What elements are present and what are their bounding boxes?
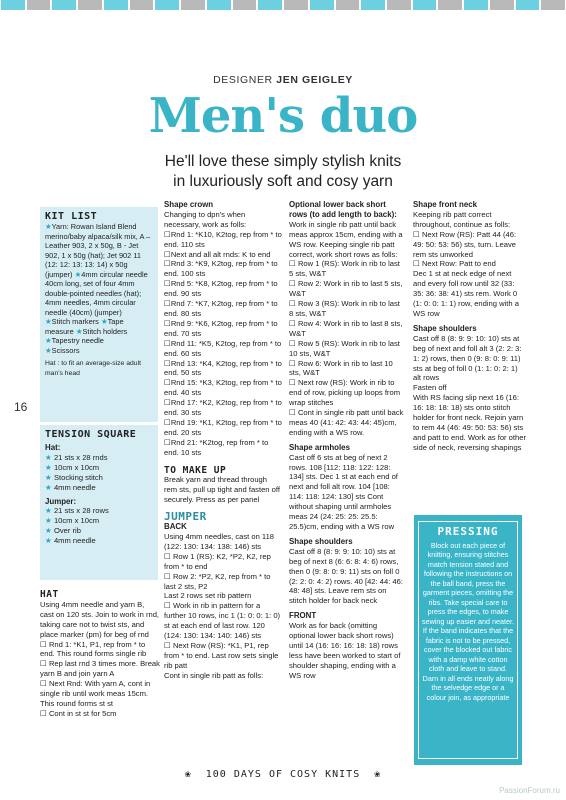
hat-tension-label: Hat: — [45, 443, 61, 452]
star-icon: ★ — [45, 472, 52, 482]
crown-row: ☐Rnd 19: *K1, K2tog, rep from * to end. 20 sts — [164, 417, 282, 437]
armholes-heading: Shape armholes — [289, 442, 350, 452]
shoulders-heading: Shape shoulders — [289, 536, 353, 546]
crown-row: ☐Rnd 3: *K9, K2tog, rep from * to end. 100 sts — [164, 259, 278, 279]
column-2 — [164, 200, 282, 681]
front-neck-row: ☐ Next Row (RS): Patt 44 (46: 49: 50: 53: 56) sts, turn. Leave rem sts unworked — [413, 229, 517, 259]
crown-row: ☐Rnd 17: *K2, K2tog, rep from * to end. 30 sts — [164, 398, 282, 418]
stripe-segment — [413, 0, 437, 10]
page-title: Men's duo — [148, 88, 418, 144]
flower-icon: ❀ — [184, 769, 192, 780]
kit-item: ★Stitch markers ★Tape measure ★Stitch holders — [45, 317, 128, 336]
stripe-segment — [207, 0, 231, 10]
back-intro: Using 4mm needles, cast on 118 (122: 130: 134: 138: 146) sts — [164, 532, 275, 551]
back-row: ☐ Work in rib in pattern for a further 10 rows, inc 1 (1: 0: 0: 1: 0) st at each end of last row. 120 (124: 130: 134: 140: 146) sts — [164, 601, 281, 641]
watermark: PassionForum.ru — [499, 786, 560, 795]
crown-row: ☐Rnd 13: *K4, K2tog, rep from * to end. 50 sts — [164, 358, 282, 378]
page-number: 16 — [14, 400, 28, 414]
star-icon: ★ — [45, 345, 52, 355]
front-heading: FRONT — [289, 611, 317, 621]
star-icon: ★ — [74, 269, 82, 279]
crown-row: ☐Rnd 21: *K2tog, rep from * to end. 10 sts — [164, 437, 269, 457]
short-row: ☐ Row 2: Work in rib to last 5 sts, W&T — [289, 279, 403, 299]
tension-item: ★ 4mm needle — [45, 536, 96, 546]
front-neck-intro: Keeping rib patt correct throughout, continue as folls: — [413, 209, 511, 229]
star-icon: ★ — [45, 526, 52, 536]
column-3 — [289, 200, 405, 681]
tension-box — [40, 425, 158, 580]
crown-row: ☐Rnd 11: *K5, K2tog, rep from * to end. 60 sts — [164, 338, 282, 358]
jumper-tension-label: Jumper: — [45, 496, 77, 506]
pressing-frame — [418, 521, 518, 759]
shoulders2-heading: Shape shoulders — [413, 323, 477, 333]
crown-intro: Changing to dpn's when necessary, work as folls: — [164, 209, 247, 229]
short-row: ☐ Row 3 (RS): Work in rib to last 8 sts, W&T — [289, 299, 400, 318]
hat-row: ☐ Rep last rnd 3 times more. Break yarn B and join yarn A — [40, 659, 160, 679]
crown-row: ☐Rnd 7: *K7, K2tog, rep from * to end. 80 sts — [164, 299, 278, 318]
stripe-segment — [155, 0, 179, 10]
kit-list-heading: KIT LIST — [45, 211, 98, 222]
short-row: ☐ Next row (RS): Work in rib to end of row, picking up loops from wrap stitches — [289, 378, 401, 408]
designer-credit — [0, 74, 566, 86]
designer-label: DESIGNER — [213, 74, 273, 86]
stripe-segment — [130, 0, 154, 10]
back-end: Cont in single rib patt as folls: — [164, 670, 264, 680]
star-icon: ★ — [45, 482, 52, 492]
back-row: ☐ Row 1 (RS): K2, *P2, K2, rep from * to end — [164, 551, 271, 571]
short-rows-intro: Work in single rib patt until back meas approx 15cm, ending with a WS row. Keeping single rib patt correct, work short rows as folls: — [289, 219, 403, 259]
front-text: Work as for back (omitting optional lower back short rows) until 14 (16: 16: 16: 18: 18) rows less have been worked to start of shoulder shaping, ending with a WS row — [289, 621, 401, 680]
kit-list-items — [45, 222, 153, 378]
stripe-segment — [438, 0, 462, 10]
kit-item: ★Tapestry needle — [45, 336, 104, 345]
star-icon: ★ — [45, 222, 52, 231]
shoulders2-text: Cast off 8 (8: 9: 9: 10: 10) sts at beg of next and foll alt 3 (2: 2: 3: 1: 2) rows, then 0 (9: 8: 0: 9: 11) sts at beg of foll 0 (1: 1: 0: 2: 1) alt rows — [413, 333, 522, 383]
crown-row: ☐Rnd 1: *K10, K2tog, rep from * to end. 110 sts — [164, 229, 282, 249]
hat-heading: HAT — [40, 589, 59, 600]
crown-row: ☐Rnd 15: *K3, K2tog, rep from * to end. 40 sts — [164, 378, 282, 398]
star-icon: ★ — [45, 452, 52, 462]
star-icon: ★ — [45, 317, 52, 326]
crown-row: ☐Rnd 9: *K6, K2tog, rep from * to end. 70 sts — [164, 318, 278, 338]
stripe-segment — [181, 0, 205, 10]
tension-item: ★ 10cm x 10cm — [45, 516, 100, 526]
stripe-segment — [516, 0, 540, 10]
back-row: Last 2 rows set rib pattern — [164, 591, 252, 601]
star-icon: ★ — [100, 317, 108, 326]
crown-row: ☐Rnd 5: *K8, K2tog, rep from * to end. 90 sts — [164, 279, 278, 299]
stripe-segment — [1, 0, 25, 10]
star-icon: ★ — [45, 536, 52, 546]
star-icon: ★ — [45, 462, 52, 472]
short-row: ☐ Row 6: Work in rib to last 10 sts, W&T — [289, 358, 393, 378]
hat-intro: Using 4mm needle and yarn B, cast on 120 sts. Join to work in rnd, taking care not to twist sts, and place marker (pm) for beg of rnd — [40, 599, 160, 639]
tension-item: ★ Over rib — [45, 526, 81, 536]
short-row: ☐ Row 1 (RS): Work in rib to last 5 sts, W&T — [289, 259, 400, 279]
front-neck-text: Dec 1 st at neck edge of next and every foll row until 32 (33: 35: 36: 38: 41) sts rem. Work 0 (1: 0: 0: 1: 1) row, ending with a WS row — [413, 269, 519, 318]
hat-row: ☐ Cont in st st for 5cm — [40, 708, 117, 718]
footer — [0, 769, 566, 780]
front-neck-heading: Shape front neck — [413, 200, 478, 209]
rs-text: With RS facing slip next 16 (16: 16: 18: 18: 18) sts onto stitch holder for front neck. Rejoin yarn to rem 44 (46: 49: 50: 53: 56) sts and patt to end. Work as for other side of neck, reversing shapings — [413, 393, 526, 452]
pressing-text: Block out each piece of knitting, ensuring stitches match tension stated and following the instructions on the ball band, press the garment pieces, omitting the ribs. Take special care to press the edges, to make sewing up easier and neater. If the band indicates that the fabric is not to be pressed, cover the blocked out fabric with a damp white cotton cloth and leave to stand. Darn in all ends neatly along the selvedge edge or a colour join, as appropriate — [422, 540, 514, 702]
kit-item: ★Yarn: Rowan Island Blend merino/baby alpaca/silk mix, A – Leather 903, 2 x 50g, B - Jet 902, 1 x 50g (hat); Jet 902 11 (12: 12: 13: 13: 14) x 50g (jumper) ★4mm circular needle 40cm long, set of four 4mm double-pointed needles (hat); 4mm needles, 4mm circular needle (40cm) (jumper) — [45, 222, 151, 317]
stripe-segment — [490, 0, 514, 10]
flower-icon: ❀ — [374, 769, 382, 780]
stripe-segment — [258, 0, 282, 10]
subtitle-line-2: in luxuriously soft and cosy yarn — [173, 173, 393, 190]
jumper-heading: JUMPER — [164, 510, 207, 524]
tension-heading: TENSION SQUARE — [45, 429, 137, 440]
short-row: ☐ Row 4: Work in rib to last 8 sts, W&T — [289, 318, 403, 338]
stripe-segment — [52, 0, 76, 10]
star-icon: ★ — [75, 326, 83, 336]
stripe-segment — [233, 0, 257, 10]
column-4 — [413, 200, 526, 453]
tension-item: ★ Stocking stitch — [45, 472, 103, 482]
crown-heading: Shape crown — [164, 200, 214, 209]
top-stripe — [0, 0, 566, 22]
shoulders-text: Cast off 8 (8: 9: 9: 10: 10) sts at beg of next 8 (6: 6: 8: 4: 6) rows, then 0 (9: 8: 0: 9: 11) sts on foll 0 (2: 2: 0: 4: 2) rows. 40 [42: 44: 46: 48: 48] sts. Leave rem sts on stitch holder for back neck — [289, 546, 403, 606]
stripe-segment — [336, 0, 360, 10]
star-icon: ★ — [45, 516, 52, 526]
crown-row: ☐Next and all alt rnds: K to end — [164, 249, 271, 259]
star-icon: ★ — [45, 336, 52, 345]
tension-item: ★ 4mm needle — [45, 482, 96, 492]
footer-title: 100 DAYS OF COSY KNITS — [205, 769, 361, 780]
stripe-segment — [78, 0, 102, 10]
tension-item: ★ 21 sts x 28 rnds — [45, 452, 108, 462]
tension-item: ★ 21 sts x 28 rows — [45, 506, 109, 516]
stripe-segment — [464, 0, 488, 10]
back-heading: BACK — [164, 522, 187, 532]
stripe-segment — [361, 0, 385, 10]
hat-row: ☐ Rnd 1: *K1, P1, rep from * to end. This round forms single rib — [40, 639, 147, 659]
front-neck-row: ☐ Next Row: Patt to end — [413, 259, 496, 269]
tension-item: ★ 10cm x 10cm — [45, 462, 100, 472]
kit-note: Hat : to fit an average-size adult man's head — [45, 360, 141, 377]
short-row: ☐ Row 5 (RS): Work in rib to last 10 sts, W&T — [289, 338, 400, 358]
star-icon: ★ — [45, 506, 52, 516]
pressing-box — [414, 515, 522, 765]
pressing-heading: PRESSING — [437, 525, 499, 538]
subtitle-line-1: He'll love these simply stylish knits — [164, 153, 402, 170]
designer-name: JEN GEIGLEY — [276, 74, 353, 86]
stripe-segment — [104, 0, 128, 10]
fasten-off: Fasten off — [413, 383, 447, 393]
armholes-text: Cast off 6 sts at beg of next 2 rows. 108 [112: 118: 122: 128: 134] sts. Dec 1 st at each end of next and foll alt row. 104 [108: 114: 118: 124: 130] sts Cont without shaping until armholes meas 24 (24: 25: 25: 25.5: 25.5)cm, ending with a WS row — [289, 452, 398, 531]
stripe-segment — [541, 0, 565, 10]
page-subtitle — [0, 152, 566, 192]
stripe-segment — [284, 0, 308, 10]
stripe-segment — [310, 0, 334, 10]
back-row: ☐ Row 2: *P2, K2, rep from * to last 2 sts, P2 — [164, 571, 271, 591]
makeup-text: Break yarn and thread through rem sts, pull up tight and fasten off securely. Press as per panel — [164, 475, 280, 505]
kit-item: ★Scissors — [45, 345, 80, 355]
stripe-segment — [27, 0, 51, 10]
hat-row: ☐ Next Rnd: With yarn A, cont in single rib until work meas 15cm. This round forms st st — [40, 679, 151, 708]
short-row: ☐ Cont in single rib patt until back meas 40 (41: 42: 43: 44: 45)cm, ending with a WS row. — [289, 408, 404, 437]
hat-section — [40, 586, 160, 719]
tension-content — [45, 443, 153, 546]
stripe-segment — [387, 0, 411, 10]
kit-list-box — [40, 207, 158, 422]
short-rows-heading: Optional lower back short rows (to add length to back): — [289, 200, 397, 219]
makeup-heading: TO MAKE UP — [164, 464, 227, 476]
back-row: ☐ Next Row (RS): *K1, P1, rep from * to end. Last row sets single rib patt — [164, 640, 279, 670]
